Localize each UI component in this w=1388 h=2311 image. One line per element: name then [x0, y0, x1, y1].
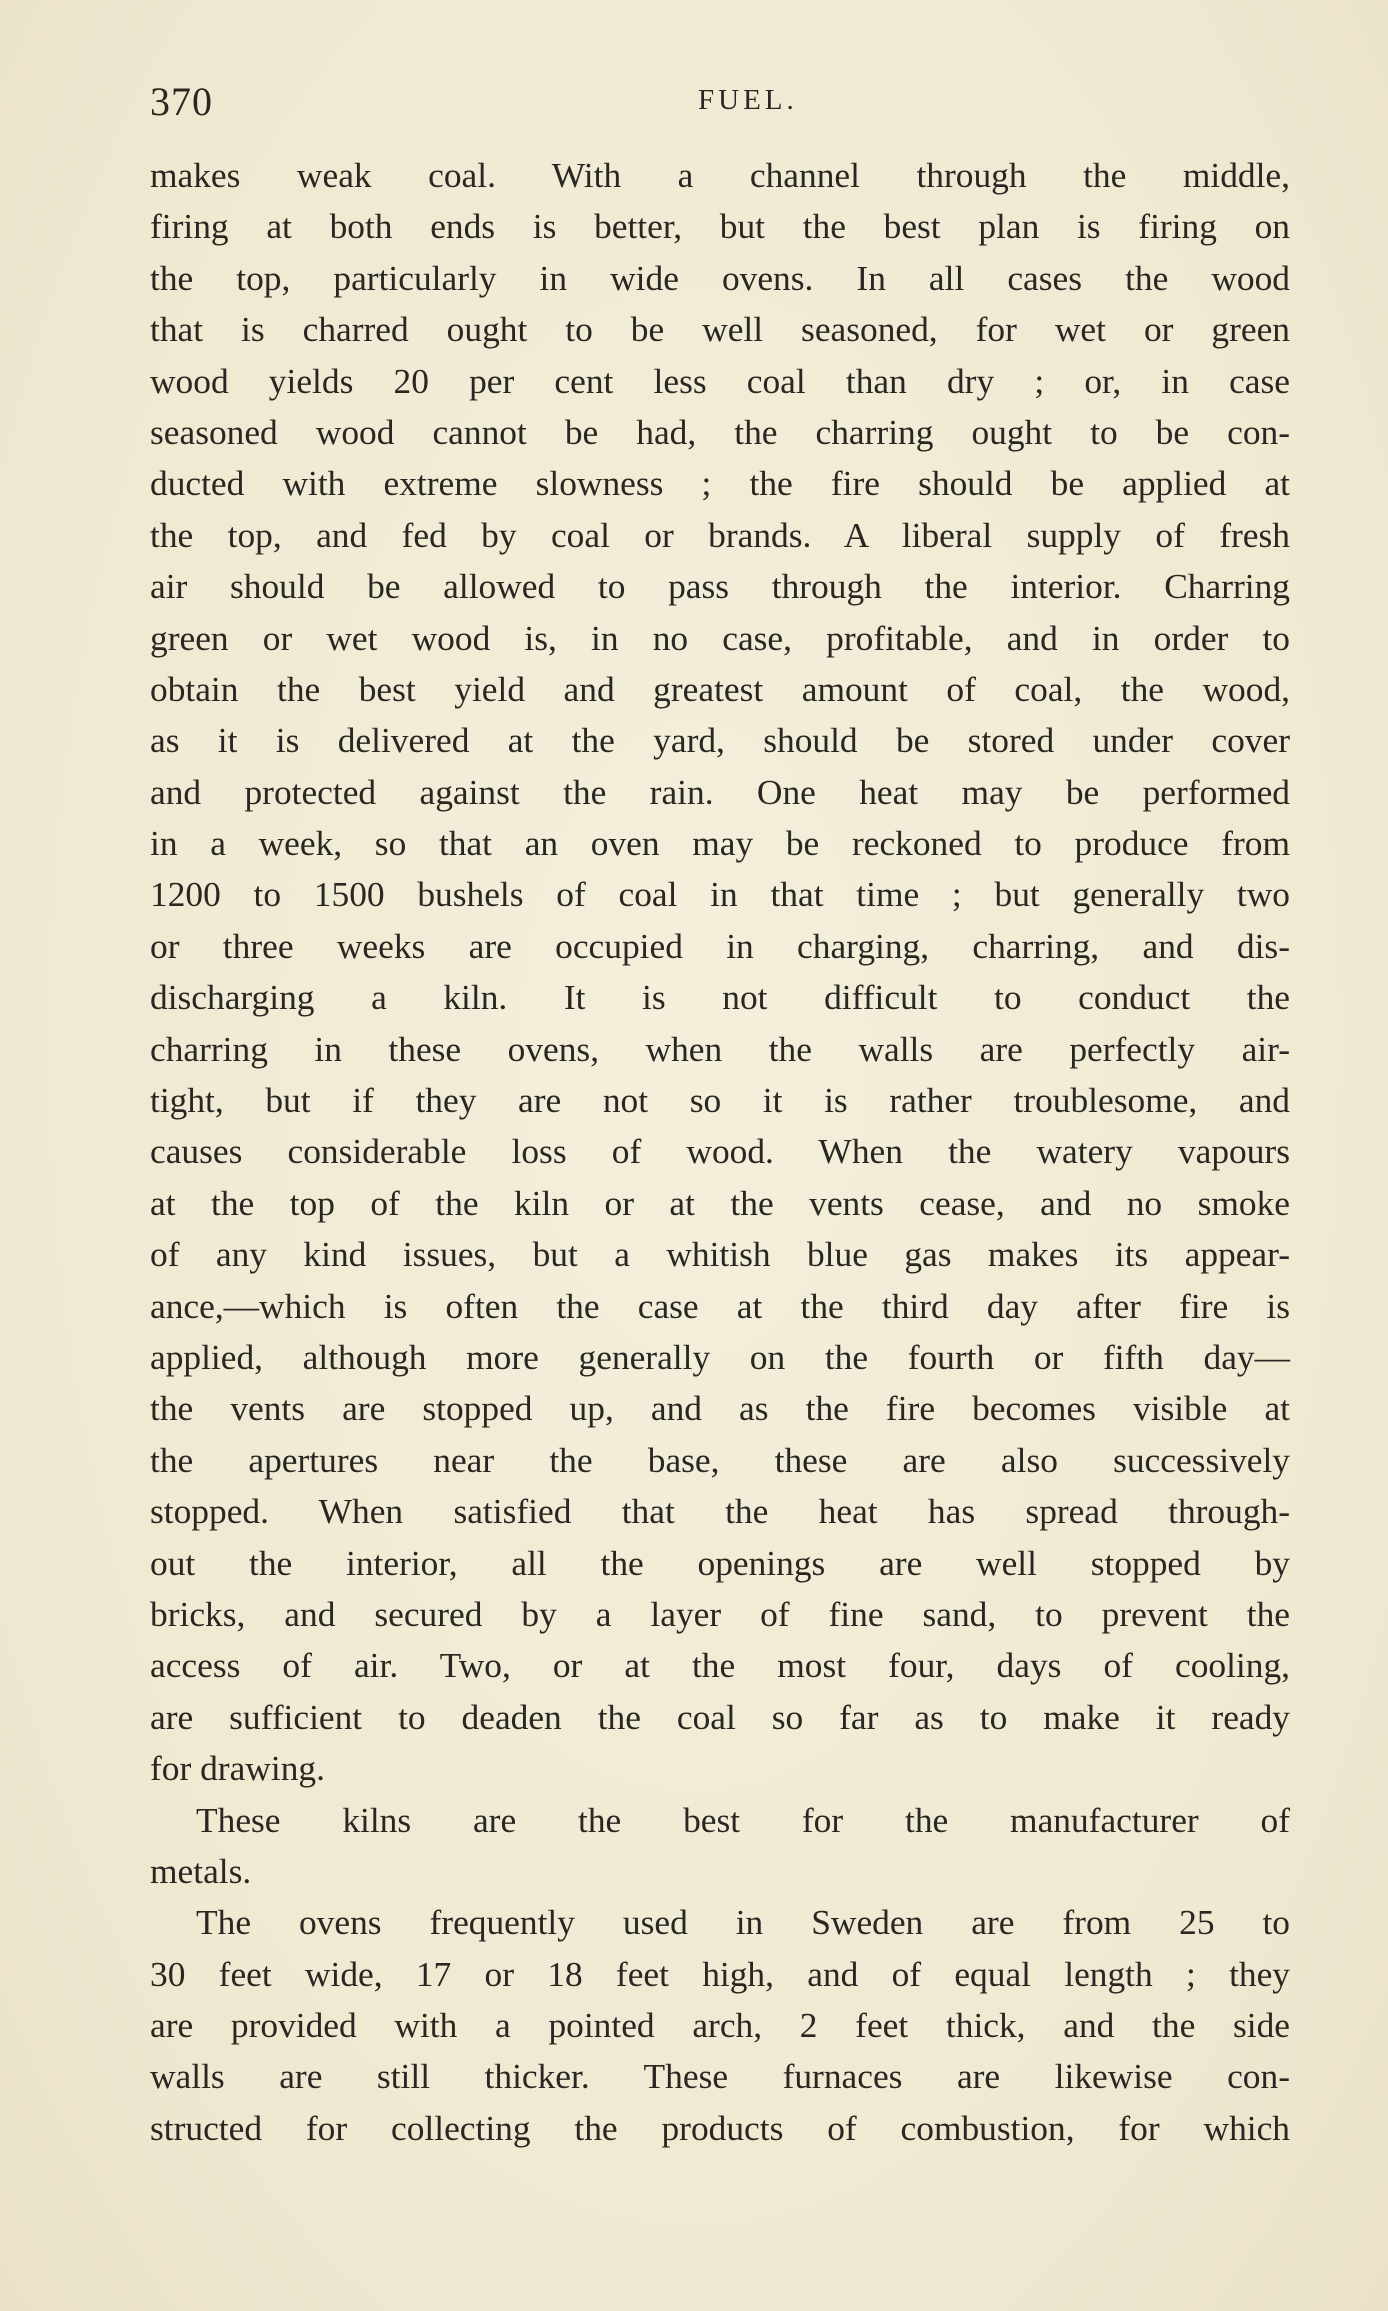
text-line: seasoned wood cannot be had, the charring ought to be con-	[150, 411, 1290, 452]
text-line: obtain the best yield and greatest amount of coal, the wood,	[150, 668, 1290, 709]
text-line: tight, but if they are not so it is rather troublesome, and	[150, 1080, 1290, 1121]
text-line: wood yields 20 per cent less coal than dry ; or, in case	[150, 360, 1290, 401]
text-line: These kilns are the best for the manufacturer of	[196, 1799, 1290, 1840]
text-line: bricks, and secured by a layer of fine sand, to prevent the	[150, 1593, 1290, 1634]
body-text	[150, 150, 1290, 2154]
text-line: in a week, so that an oven may be reckoned to produce from	[150, 823, 1290, 864]
text-line: structed for collecting the products of combustion, for which	[150, 2107, 1290, 2148]
text-line: out the interior, all the openings are well stopped by	[150, 1542, 1290, 1583]
text-line: discharging a kiln. It is not difficult to conduct the	[150, 977, 1290, 1018]
text-line: makes weak coal. With a channel through the middle,	[150, 155, 1290, 195]
text-line: the top, particularly in wide ovens. In all cases the wood	[150, 257, 1290, 298]
text-line: the top, and fed by coal or brands. A liberal supply of fresh	[150, 514, 1290, 555]
text-line: at the top of the kiln or at the vents cease, and no smoke	[150, 1182, 1290, 1223]
text-line: the vents are stopped up, and as the fire becomes visible at	[150, 1388, 1290, 1429]
text-line: applied, although more generally on the fourth or fifth day—	[150, 1336, 1290, 1377]
text-line: are provided with a pointed arch, 2 feet thick, and the side	[150, 2005, 1290, 2046]
text-line: air should be allowed to pass through the interior. Charring	[150, 566, 1290, 607]
text-line: 1200 to 1500 bushels of coal in that time ; but generally two	[150, 874, 1290, 915]
page-number: 370	[150, 79, 213, 124]
text-line: for drawing.	[150, 1748, 325, 1789]
text-line: as it is delivered at the yard, should be stored under cover	[150, 720, 1290, 761]
text-line: green or wet wood is, in no case, profitable, and in order to	[150, 617, 1290, 658]
text-line: 30 feet wide, 17 or 18 feet high, and of equal length ; they	[150, 1953, 1290, 1994]
text-line: firing at both ends is better, but the best plan is firing on	[150, 206, 1290, 247]
text-line: that is charred ought to be well seasoned, for wet or green	[150, 309, 1290, 350]
text-line: metals.	[150, 1850, 252, 1891]
text-line: of any kind issues, but a whitish blue gas makes its appear-	[150, 1234, 1290, 1275]
text-line: and protected against the rain. One heat may be performed	[150, 771, 1290, 812]
text-line: walls are still thicker. These furnaces are likewise con-	[150, 2056, 1290, 2097]
text-line: charring in these ovens, when the walls are perfectly air-	[150, 1028, 1290, 1069]
text-line: access of air. Two, or at the most four, days of cooling,	[150, 1645, 1290, 1686]
text-line: ducted with extreme slowness ; the fire should be applied at	[150, 463, 1290, 504]
text-line: stopped. When satisfied that the heat has spread through-	[150, 1491, 1290, 1532]
page-header	[150, 78, 1290, 128]
text-line: The ovens frequently used in Sweden are from 25 to	[196, 1902, 1290, 1943]
running-head: FUEL.	[698, 84, 798, 116]
text-line: are sufficient to deaden the coal so far as to make it ready	[150, 1696, 1290, 1737]
text-line: causes considerable loss of wood. When the watery vapours	[150, 1131, 1290, 1172]
text-line: ance,—which is often the case at the third day after fire is	[150, 1285, 1290, 1326]
text-line: the apertures near the base, these are also successively	[150, 1439, 1290, 1480]
text-line: or three weeks are occupied in charging, charring, and dis-	[150, 925, 1290, 966]
